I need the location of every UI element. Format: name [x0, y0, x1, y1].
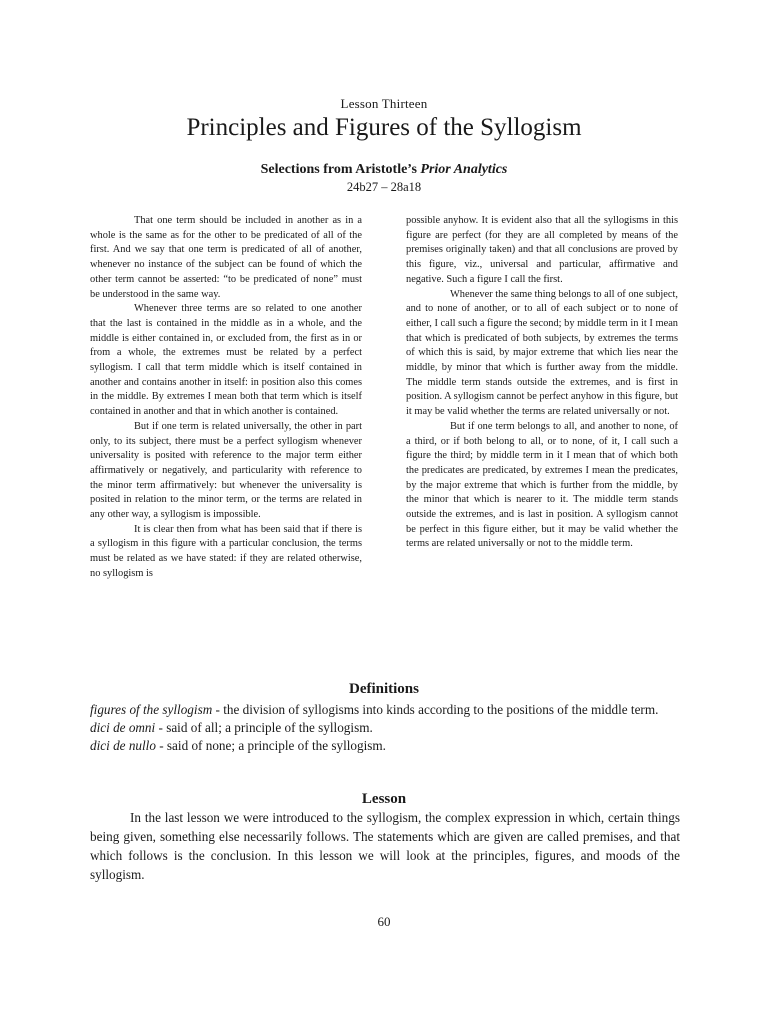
right-column	[406, 214, 678, 552]
definition-text: - said of none; a principle of the syllogism.	[155, 738, 386, 753]
page-title: Principles and Figures of the Syllogism	[186, 114, 582, 141]
definition-item	[90, 719, 680, 737]
left-paragraph-1: That one term should be included in another as in a whole is the same as for the other to be predicated of all of the first. And we say that one term is predicated of all of another, whenever no instance of the subject can be found of which the other term cannot be asserted: “to be predicated of none” must be understood in the same way.	[90, 215, 362, 300]
definition-text: - said of all; a principle of the syllogism.	[155, 720, 373, 735]
lesson-heading: Lesson	[361, 791, 407, 807]
left-column	[90, 214, 362, 582]
lesson-label: Lesson Thirteen	[340, 96, 428, 111]
right-paragraph-1: Whenever the same thing belongs to all of one subject, and to none of another, or to all of each subject or to none of either, I call such a figure the second; by middle term in it I mean that which is predicated of both subjects, by extremes the terms of which this is said, by major extreme that which lies near the middle, by minor that which is further away from the middle. The middle term stands outside the extremes, and is first in position. A syllogism cannot be perfect anyhow in this figure, but it may be valid whether the terms are related universally or not.	[406, 288, 678, 418]
lesson-body	[90, 808, 680, 884]
right-paragraph-continuation: possible anyhow. It is evident also that all the syllogisms in this figure are perfect (for they are all completed by means of the premises originally taken) and that all conclusions are proved by this figure, viz., universal and particular, affirmative and negative. Such a figure I call the first.	[406, 215, 678, 285]
bekker-citation: 24b27 – 28a18	[346, 180, 422, 194]
page-number: 60	[377, 914, 391, 929]
left-paragraph-2: Whenever three terms are so related to one another that the last is contained in the middle as in a whole, and the middle is either contained in, or excluded from, the first as in or from a whole, the extremes must be related by a perfect syllogism. I call that term middle which is itself contained in another and contains another in itself: in position also this comes in the middle. By extremes I mean both that term which is itself contained in another and that in which another is contained.	[90, 303, 362, 418]
definitions-heading: Definitions	[348, 681, 419, 697]
left-paragraph-4: It is clear then from what has been said that if there is a syllogism in this figure with a particular conclusion, the terms must be related as we have stated: if they are related otherwise, no syllogism is	[90, 523, 362, 579]
lesson-paragraph: In the last lesson we were introduced to the syllogism, the complex expression in which, certain things being given, something else necessarily follows. The statements which are given are called premises, and that which follows is the conclusion. In this lesson we will look at the principles, figures, and moods of the syllogism.	[90, 810, 680, 882]
selections-work: Prior Analytics	[420, 162, 508, 177]
selections-prefix: Selections from Aristotle’s	[260, 162, 421, 177]
definitions-list	[90, 701, 680, 755]
right-paragraph-2: But if one term belongs to all, and another to none, of a third, or if both belong to all, or to none, of it, I call such a figure the third; by middle term in it I mean that of which both the predicates are predicated, by extremes I mean the predicates, by the major extreme that which is further from the middle, by the minor that which is nearer to it. The middle term stands outside the extremes, and is last in position. A syllogism cannot be perfect in this figure either, but it may be valid whether the terms are related universally or not to the middle term.	[406, 420, 678, 550]
definition-term: dici de nullo	[90, 738, 156, 753]
definition-term: dici de omni	[90, 720, 156, 735]
left-paragraph-3: But if one term is related universally, the other in part only, to its subject, there must be a perfect syllogism whenever universality is posited with reference to the major term either affirmatively or negatively, and particularity with reference to the minor term affirmatively: but whenever the universality is posited in relation to the minor term, or the terms are related in any other way, a syllogism is impossible.	[90, 420, 362, 521]
selections-heading	[0, 162, 768, 178]
definition-item	[90, 737, 680, 755]
definition-term: figures of the syllogism	[90, 702, 213, 717]
definition-item	[90, 701, 680, 719]
definition-text: - the division of syllogisms into kinds according to the positions of the middle term.	[212, 702, 659, 717]
